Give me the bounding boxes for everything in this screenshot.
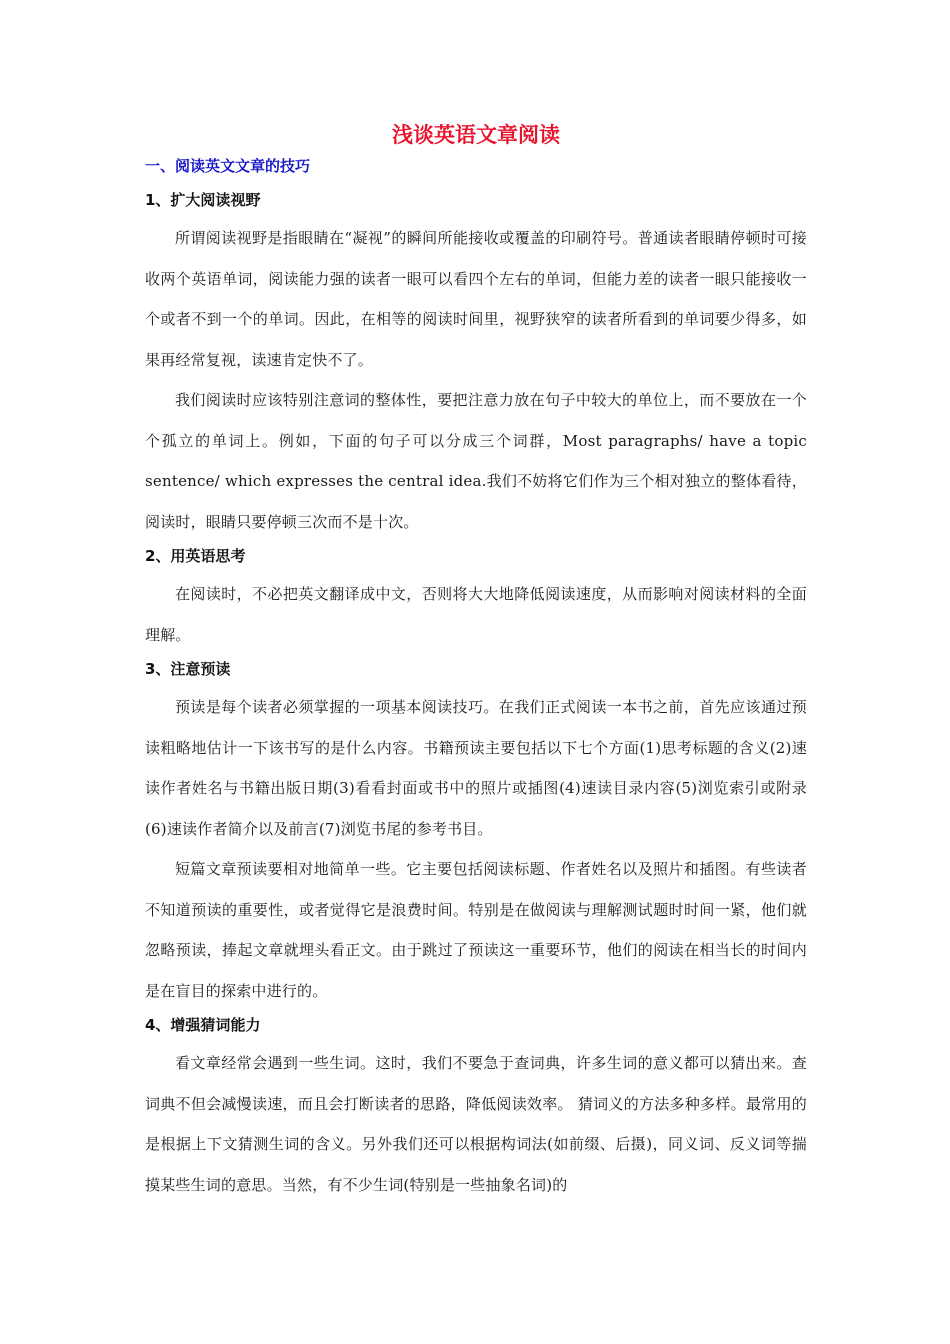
paragraph: 所谓阅读视野是指眼睛在“凝视”的瞬间所能接收或覆盖的印刷符号。普通读者眼睛停顿时可接收两个英语单词，阅读能力强的读者一眼可以看四个左右的单词，但能力差的读者一眼只能接收一个或者不到一个的单词。因此，在相等的阅读时间里，视野狭窄的读者所看到的单词要少得多，如果再经常复视，读速肯定快不了。 [145, 229, 807, 369]
subsection-2 [145, 544, 807, 655]
paragraph: 短篇文章预读要相对地简单一些。它主要包括阅读标题、作者姓名以及照片和插图。有些读者不知道预读的重要性，或者觉得它是浪费时间。特别是在做阅读与理解测试题时时间一紧，他们就忽略预读，捧起文章就埋头看正文。由于跳过了预读这一重要环节，他们的阅读在相当长的时间内是在盲目的探索中进行的。 [145, 860, 807, 1000]
paragraph: 我们阅读时应该特别注意词的整体性，要把注意力放在句子中较大的单位上，而不要放在一个个孤立的单词上。例如，下面的句子可以分成三个词群，Most paragraphs/ have a topic sentence/ which expresses the central idea.我们不妨将它们作为三个相对独立的整体看待，阅读时，眼睛只要停顿三次而不是十次。 [145, 391, 807, 531]
paragraph: 在阅读时，不必把英文翻译成中文，否则将大大地降低阅读速度，从而影响对阅读材料的全面理解。 [145, 585, 807, 644]
subsection-heading: 4、增强猜词能力 [145, 1016, 261, 1034]
subsection-3 [145, 657, 807, 1011]
subsection-heading: 1、扩大阅读视野 [145, 191, 261, 209]
subsection-1 [145, 188, 807, 542]
subsection-heading: 3、注意预读 [145, 660, 231, 678]
subsection-heading: 2、用英语思考 [145, 547, 246, 565]
paragraph: 预读是每个读者必须掌握的一项基本阅读技巧。在我们正式阅读一本书之前，首先应该通过预读粗略地估计一下该书写的是什么内容。书籍预读主要包括以下七个方面(1)思考标题的含义(2)速读作者姓名与书籍出版日期(3)看看封面或书中的照片或插图(4)速读目录内容(5)浏览索引或附录(6)速读作者简介以及前言(7)浏览书尾的参考书目。 [145, 698, 807, 838]
section-heading: 一、阅读英文文章的技巧 [145, 157, 311, 175]
subsection-4 [145, 1013, 807, 1205]
document-title: 浅谈英语文章阅读 [392, 123, 560, 147]
paragraph: 看文章经常会遇到一些生词。这时，我们不要急于查词典，许多生词的意义都可以猜出来。查词典不但会减慢读速，而且会打断读者的思路，降低阅读效率。 猜词义的方法多种多样。最常用的是根据上下文猜测生词的含义。另外我们还可以根据构词法(如前缀、后摄)，同义词、反义词等揣摸某些生词的意思。当然，有不少生词(特别是一些抽象名词)的 [145, 1054, 807, 1194]
document-page [145, 120, 807, 1207]
